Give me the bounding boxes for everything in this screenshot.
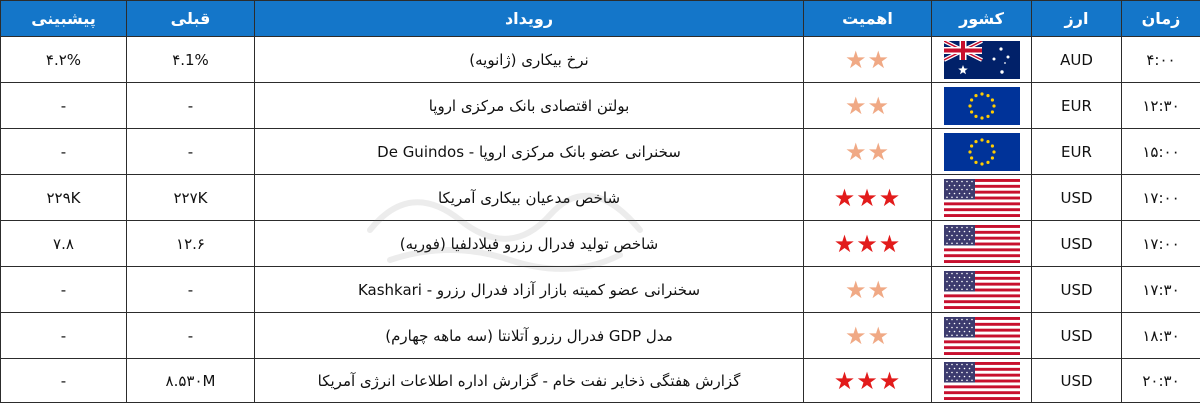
- currency-cell: USD: [1032, 221, 1122, 267]
- previous-cell: -: [127, 83, 255, 129]
- table-row: [1, 37, 1200, 83]
- table-row: [1, 83, 1200, 129]
- importance-cell: [804, 221, 932, 267]
- usa-flag-icon: [944, 362, 1020, 400]
- forecast-cell: -: [1, 267, 127, 313]
- event-cell: گزارش هفتگی ذخایر نفت خام - گزارش اداره اطلاعات انرژی آمریکا: [255, 359, 804, 403]
- event-cell: شاخص تولید فدرال رزرو فیلادلفیا (فوریه): [255, 221, 804, 267]
- event-cell: بولتن اقتصادی بانک مرکزی اروپا: [255, 83, 804, 129]
- currency-cell: EUR: [1032, 83, 1122, 129]
- header-event: رویداد: [255, 1, 804, 37]
- country-cell: [932, 83, 1032, 129]
- currency-cell: USD: [1032, 359, 1122, 403]
- importance-stars: ★★★: [833, 183, 902, 212]
- importance-cell: [804, 359, 932, 403]
- table-row: [1, 129, 1200, 175]
- usa-flag-icon: [944, 317, 1020, 355]
- forecast-cell: ۴.۲%: [1, 37, 127, 83]
- time-cell: ۲۰:۳۰: [1122, 359, 1200, 403]
- event-cell: نرخ بیکاری (ژانویه): [255, 37, 804, 83]
- forecast-cell: ۲۲۹K: [1, 175, 127, 221]
- time-cell: ۱۲:۳۰: [1122, 83, 1200, 129]
- currency-cell: USD: [1032, 313, 1122, 359]
- currency-cell: AUD: [1032, 37, 1122, 83]
- table-row: [1, 359, 1200, 403]
- currency-cell: EUR: [1032, 129, 1122, 175]
- country-cell: [932, 175, 1032, 221]
- previous-cell: -: [127, 267, 255, 313]
- australia-flag-icon: [944, 41, 1020, 79]
- importance-cell: [804, 37, 932, 83]
- usa-flag-icon: [944, 271, 1020, 309]
- importance-cell: [804, 129, 932, 175]
- header-row: [1, 1, 1200, 37]
- table-row: [1, 221, 1200, 267]
- currency-cell: USD: [1032, 267, 1122, 313]
- event-cell: سخنرانی عضو بانک مرکزی اروپا - De Guindos: [255, 129, 804, 175]
- importance-cell: [804, 313, 932, 359]
- forecast-cell: ۷.۸: [1, 221, 127, 267]
- forecast-cell: -: [1, 129, 127, 175]
- eu-flag-icon: [944, 133, 1020, 171]
- header-importance: اهمیت: [804, 1, 932, 37]
- importance-stars: ★★★: [833, 229, 902, 258]
- time-cell: ۴:۰۰: [1122, 37, 1200, 83]
- usa-flag-icon: [944, 225, 1020, 263]
- event-cell: شاخص مدعیان بیکاری آمریکا: [255, 175, 804, 221]
- time-cell: ۱۷:۰۰: [1122, 221, 1200, 267]
- importance-cell: [804, 267, 932, 313]
- header-time: زمان: [1122, 1, 1200, 37]
- header-forecast: پیشبینی: [1, 1, 127, 37]
- previous-cell: -: [127, 313, 255, 359]
- header-currency: ارز: [1032, 1, 1122, 37]
- forecast-cell: -: [1, 359, 127, 403]
- previous-cell: -: [127, 129, 255, 175]
- table-row: [1, 175, 1200, 221]
- importance-cell: [804, 175, 932, 221]
- previous-cell: ۸.۵۳۰M: [127, 359, 255, 403]
- importance-stars: ★★: [844, 137, 891, 166]
- time-cell: ۱۵:۰۰: [1122, 129, 1200, 175]
- currency-cell: USD: [1032, 175, 1122, 221]
- previous-cell: ۱۲.۶: [127, 221, 255, 267]
- previous-cell: ۴.1%: [127, 37, 255, 83]
- country-cell: [932, 37, 1032, 83]
- importance-stars: ★★: [844, 275, 891, 304]
- table-row: [1, 313, 1200, 359]
- time-cell: ۱۷:۰۰: [1122, 175, 1200, 221]
- country-cell: [932, 221, 1032, 267]
- time-cell: ۱۷:۳۰: [1122, 267, 1200, 313]
- importance-stars: ★★: [844, 45, 891, 74]
- header-country: کشور: [932, 1, 1032, 37]
- time-cell: ۱۸:۳۰: [1122, 313, 1200, 359]
- eu-flag-icon: [944, 87, 1020, 125]
- previous-cell: ۲۲۷K: [127, 175, 255, 221]
- country-cell: [932, 313, 1032, 359]
- importance-stars: ★★: [844, 321, 891, 350]
- country-cell: [932, 359, 1032, 403]
- importance-stars: ★★: [844, 91, 891, 120]
- event-cell: مدل GDP فدرال رزرو آتلانتا (سه ماهه چهارم): [255, 313, 804, 359]
- forecast-cell: -: [1, 83, 127, 129]
- event-cell: سخنرانی عضو کمیته بازار آزاد فدرال رزرو - Kashkari: [255, 267, 804, 313]
- country-cell: [932, 267, 1032, 313]
- table-row: [1, 267, 1200, 313]
- header-previous: قبلی: [127, 1, 255, 37]
- usa-flag-icon: [944, 179, 1020, 217]
- importance-stars: ★★★: [833, 366, 902, 395]
- importance-cell: [804, 83, 932, 129]
- forecast-cell: -: [1, 313, 127, 359]
- country-cell: [932, 129, 1032, 175]
